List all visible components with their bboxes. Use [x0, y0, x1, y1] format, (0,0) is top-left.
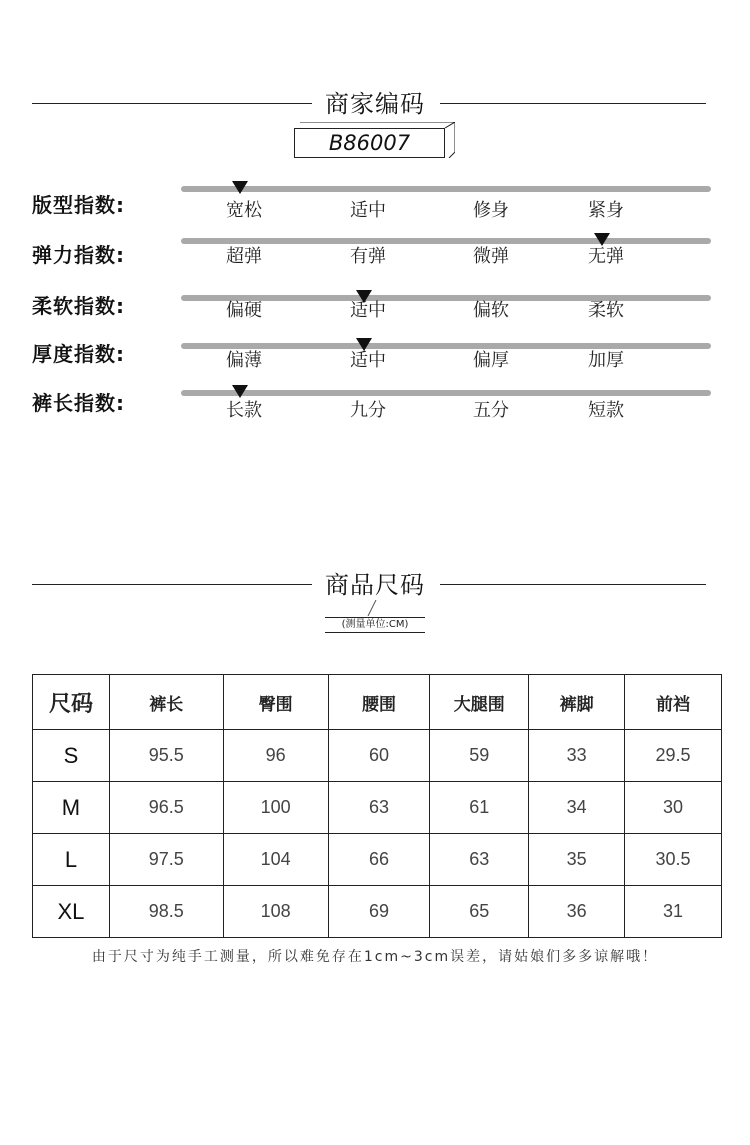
size-label-cell: S [33, 730, 110, 782]
section-header-merchant-code [0, 84, 750, 124]
index-marker-triangle [356, 290, 372, 303]
header-size: 尺码 [33, 675, 110, 730]
index-bar [181, 238, 711, 244]
table-cell: 95.5 [109, 730, 223, 782]
table-cell: 30 [625, 782, 722, 834]
table-cell: 60 [328, 730, 430, 782]
table-cell: 63 [328, 782, 430, 834]
index-bar [181, 390, 711, 396]
index-option: 宽松 [226, 200, 262, 221]
index-option: 加厚 [588, 350, 624, 371]
index-marker-triangle [232, 385, 248, 398]
index-option: 五分 [473, 400, 509, 421]
index-row [0, 183, 750, 233]
index-option: 适中 [350, 300, 386, 321]
index-option: 九分 [350, 400, 386, 421]
index-marker-triangle [232, 181, 248, 194]
size-table [32, 674, 722, 938]
section-header-size [0, 565, 750, 605]
header-line-right [440, 103, 706, 104]
table-cell: 35 [529, 834, 625, 886]
index-row [0, 340, 750, 390]
index-option: 偏薄 [226, 350, 262, 371]
index-label: 弹力指数: [32, 243, 125, 267]
index-option: 短款 [588, 400, 624, 421]
unit-note: (测量单位:CM) [325, 617, 425, 633]
index-option: 适中 [350, 350, 386, 371]
table-cell: 33 [529, 730, 625, 782]
index-option: 修身 [473, 200, 509, 221]
footnote: 由于尺寸为纯手工测量，所以难免存在1cm~3cm误差，请姑娘们多多谅解哦！ [91, 949, 659, 965]
index-label: 版型指数: [32, 193, 125, 217]
index-label: 厚度指数: [32, 342, 125, 366]
index-option: 柔软 [588, 300, 624, 321]
unit-slash-decoration [367, 600, 377, 616]
index-row [0, 235, 750, 285]
table-row [33, 782, 722, 834]
index-option: 偏厚 [473, 350, 509, 371]
index-row [0, 292, 750, 342]
table-cell: 36 [529, 886, 625, 938]
table-cell: 30.5 [625, 834, 722, 886]
table-row [33, 834, 722, 886]
header-line-right [440, 584, 706, 585]
index-option: 长款 [226, 400, 262, 421]
table-row [33, 886, 722, 938]
index-bar [181, 186, 711, 192]
table-cell: 96 [223, 730, 328, 782]
index-option: 偏软 [473, 300, 509, 321]
index-option: 偏硬 [226, 300, 262, 321]
table-cell: 108 [223, 886, 328, 938]
section-title: 商家编码 [325, 90, 425, 118]
table-cell: 65 [430, 886, 529, 938]
header-waist: 腰围 [328, 675, 430, 730]
index-option: 超弹 [226, 246, 262, 267]
size-label-cell: XL [33, 886, 110, 938]
table-cell: 98.5 [109, 886, 223, 938]
table-cell: 61 [430, 782, 529, 834]
table-cell: 97.5 [109, 834, 223, 886]
table-header-row [33, 675, 722, 730]
size-label-cell: M [33, 782, 110, 834]
section-title: 商品尺码 [325, 571, 425, 599]
index-option: 紧身 [588, 200, 624, 221]
table-cell: 63 [430, 834, 529, 886]
index-option: 微弹 [473, 246, 509, 267]
table-cell: 66 [328, 834, 430, 886]
table-row [33, 730, 722, 782]
table-cell: 96.5 [109, 782, 223, 834]
header-length: 裤长 [109, 675, 223, 730]
header-thigh: 大腿围 [430, 675, 529, 730]
table-cell: 31 [625, 886, 722, 938]
index-row [0, 387, 750, 437]
table-cell: 59 [430, 730, 529, 782]
index-option: 适中 [350, 200, 386, 221]
index-label: 裤长指数: [32, 391, 125, 415]
index-marker-triangle [356, 338, 372, 351]
table-cell: 104 [223, 834, 328, 886]
index-option: 无弹 [588, 246, 624, 267]
table-cell: 69 [328, 886, 430, 938]
index-label: 柔软指数: [32, 294, 125, 318]
table-cell: 100 [223, 782, 328, 834]
table-cell: 34 [529, 782, 625, 834]
header-front-rise: 前裆 [625, 675, 722, 730]
index-option: 有弹 [350, 246, 386, 267]
index-marker-triangle [594, 233, 610, 246]
header-leg-opening: 裤脚 [529, 675, 625, 730]
header-hip: 臀围 [223, 675, 328, 730]
merchant-code-box: B86007 [294, 128, 445, 158]
table-cell: 29.5 [625, 730, 722, 782]
size-label-cell: L [33, 834, 110, 886]
